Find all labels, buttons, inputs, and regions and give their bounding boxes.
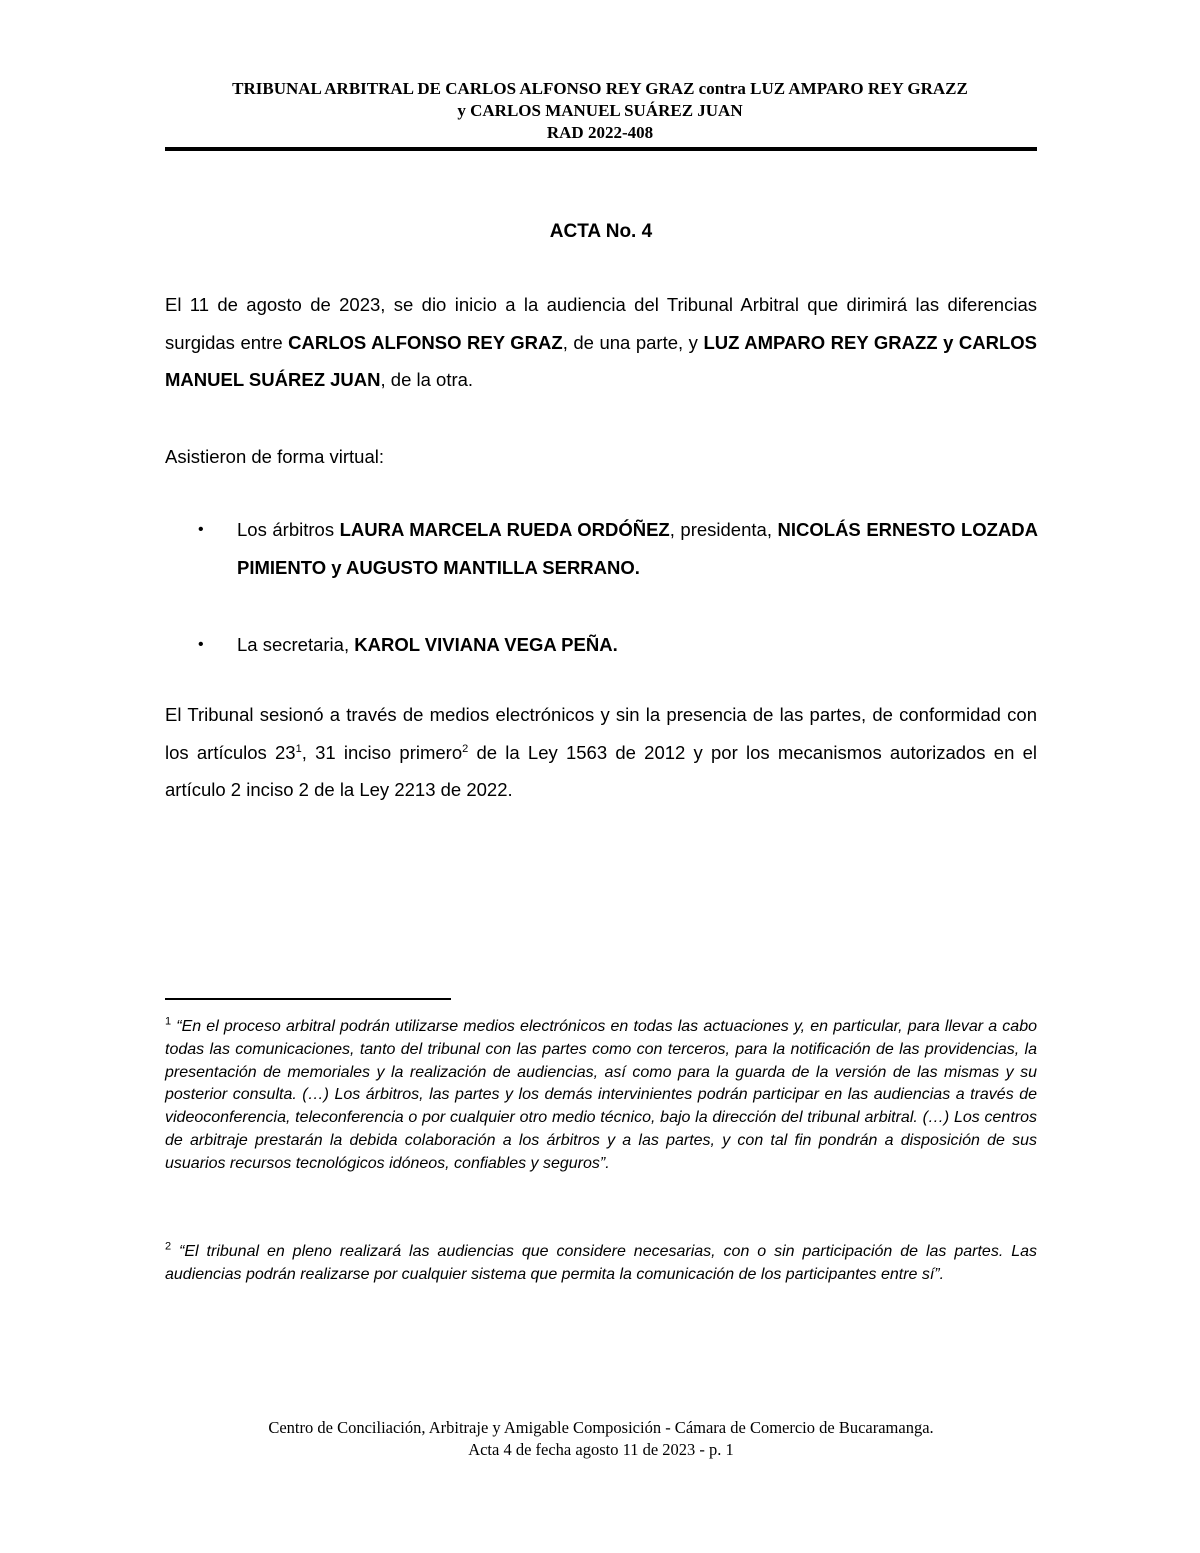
- footnote-1: [165, 1016, 1037, 1176]
- footnote-ref-1[interactable]: 1: [295, 742, 302, 755]
- header-line-1: TRIBUNAL ARBITRAL DE CARLOS ALFONSO REY GRAZ contra LUZ AMPARO REY GRAZZ: [232, 79, 968, 98]
- bullet-icon: •: [198, 636, 204, 653]
- party-name: CARLOS ALFONSO REY GRAZ: [288, 331, 563, 353]
- header-divider: [165, 147, 1037, 151]
- page-header: [165, 78, 1035, 144]
- footer-line-2: Acta 4 de fecha agosto 11 de 2023 - p. 1: [468, 1440, 734, 1459]
- page-footer: [165, 1417, 1037, 1461]
- paragraph-text: , 31 inciso primero: [301, 741, 463, 763]
- bullet-text: [237, 626, 1038, 664]
- bullet-text: [237, 511, 1038, 586]
- paragraph-text: El 11 de agosto de 2023, se dio inicio a la audiencia del Tribunal Arbitral que dirimirá las diferencias surgidas entre: [165, 294, 1037, 353]
- footer-line-1: Centro de Conciliación, Arbitraje y Amigable Composición - Cámara de Comercio de Bucaramanga.: [268, 1418, 934, 1437]
- footnote-ref-2[interactable]: 2: [462, 742, 469, 755]
- arbitrator-name: LAURA MARCELA RUEDA ORDÓÑEZ: [339, 519, 670, 540]
- paragraph-attendees: Asistieron de forma virtual:: [165, 446, 385, 467]
- arbitrator-names: NICOLÁS ERNESTO LOZADA PIMIENTO y AUGUSTO MANTILLA SERRANO.: [237, 519, 1039, 578]
- party-name: LUZ AMPARO REY GRAZZ y CARLOS MANUEL SUÁREZ JUAN: [165, 331, 1038, 390]
- bullet-plain-text: La secretaria,: [237, 634, 355, 655]
- paragraph-opening: [165, 286, 1037, 399]
- paragraph-text: de la Ley 1563 de 2012 y por los mecanismos autorizados en el artículo 2 inciso 2 de la Ley 2213 de 2022.: [165, 741, 1037, 800]
- paragraph-legal-basis: [165, 696, 1037, 809]
- header-line-2: y CARLOS MANUEL SUÁREZ JUAN: [457, 101, 743, 120]
- paragraph-text: , de una parte, y: [562, 331, 704, 353]
- footnote-separator: [165, 998, 451, 1000]
- bullet-plain-text: , presidenta,: [669, 519, 778, 540]
- bullet-plain-text: Los árbitros: [237, 519, 340, 540]
- footnote-text: “En el proceso arbitral podrán utilizarse medios electrónicos en todas las actuaciones y, en particular, para llevar a cabo todas las comunicaciones, tanto del tribunal con las partes como con terceros, para la notificación de las providencias, la presentación de memoriales y la realización de audiencias, así como para la guarda de la versión de las mismas y su posterior consulta. (…) Los árbitros, las partes y los demás intervinientes podrán participar en las audiencias a través de videoconferencia, teleconferencia o por cualquier otro medio técnico, bajo la dirección del tribunal arbitral. (…) Los centros de arbitraje prestarán la debida colaboración a los árbitros y a las partes, y con tal fin pondrán a disposición de sus usuarios recursos tecnológicos idóneos, confiables y seguros”.: [165, 1018, 1037, 1172]
- footnote-number: 2: [165, 1240, 172, 1253]
- bullet-item-secretary: [198, 626, 1038, 664]
- footnote-text: “El tribunal en pleno realizará las audiencias que considere necesarias, con o sin participación de las partes. Las audiencias podrán realizarse por cualquier sistema que permita la comunicación de los participantes entre sí”.: [165, 1243, 1037, 1283]
- bullet-icon: •: [198, 521, 204, 538]
- secretary-name: KAROL VIVIANA VEGA PEÑA.: [354, 634, 618, 655]
- footnote-2: [165, 1241, 1037, 1287]
- paragraph-text: , de la otra.: [380, 369, 474, 390]
- paragraph-text: El Tribunal sesionó a través de medios electrónicos y sin la presencia de las partes, de conformidad con los artículos 23: [165, 704, 1037, 763]
- bullet-item-arbitrators: [198, 511, 1038, 586]
- header-line-3: RAD 2022-408: [546, 123, 654, 142]
- footnote-number: 1: [165, 1015, 172, 1028]
- document-title: ACTA No. 4: [549, 221, 653, 242]
